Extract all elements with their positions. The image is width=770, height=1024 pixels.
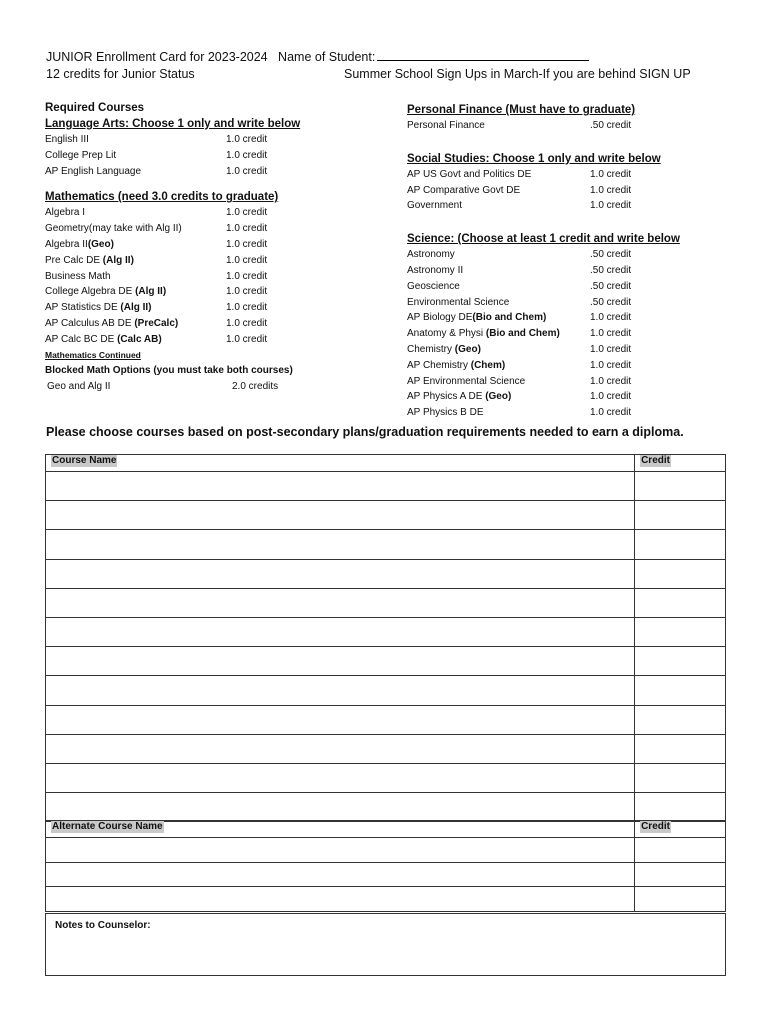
course-credit: 1.0 credit xyxy=(590,407,632,419)
course-name-cell[interactable] xyxy=(46,763,635,792)
credit-cell[interactable] xyxy=(635,676,726,705)
mathematics-continued-heading: Mathematics Continued xyxy=(45,349,141,360)
course-row xyxy=(407,118,680,134)
course-name: AP US Govt and Politics DE xyxy=(407,168,532,180)
credit-cell[interactable] xyxy=(635,559,726,588)
prerequisite: (Geo) xyxy=(485,391,512,403)
course-name: Personal Finance xyxy=(407,120,485,131)
credit-cell[interactable] xyxy=(635,734,726,763)
credit-cell[interactable] xyxy=(635,763,726,792)
table-row xyxy=(46,559,726,588)
prerequisite: (Calc AB) xyxy=(117,333,162,345)
course-name: AP Calculus AB DE (PreCalc) xyxy=(45,317,179,329)
course-name: AP Calc BC DE (Calc AB) xyxy=(45,333,162,345)
credit-cell[interactable] xyxy=(635,705,726,734)
course-row xyxy=(45,237,300,253)
course-name: Geometry(may take with Alg II) xyxy=(45,223,182,235)
prerequisite: (Geo) xyxy=(87,238,114,250)
personal-finance-heading: Personal Finance (Must have to graduate) xyxy=(407,104,636,116)
course-name: Business Math xyxy=(45,270,111,282)
course-row xyxy=(45,300,300,316)
science-list xyxy=(407,247,680,421)
course-credit: .50 credit xyxy=(590,120,632,131)
course-name: Government xyxy=(407,200,463,212)
course-credit: 1.0 credit xyxy=(226,270,268,282)
table-row xyxy=(46,472,726,501)
table-row xyxy=(46,862,726,887)
course-credit: 1.0 credit xyxy=(226,302,268,314)
course-name-header: Course Name xyxy=(52,455,117,466)
left-course-column xyxy=(45,100,300,395)
course-credit: 1.0 credit xyxy=(590,375,632,387)
course-name-cell[interactable] xyxy=(46,501,635,530)
course-row xyxy=(407,247,680,263)
credit-header: Credit xyxy=(641,455,670,466)
course-credit: 1.0 credit xyxy=(226,254,268,266)
prerequisite: (Bio and Chem) xyxy=(472,312,547,324)
course-credit: 1.0 credit xyxy=(590,312,632,324)
course-row xyxy=(45,205,300,221)
prerequisite: (Alg II) xyxy=(102,254,134,266)
prerequisite: (Bio and Chem) xyxy=(485,328,560,340)
table-row xyxy=(46,617,726,646)
course-row xyxy=(407,405,680,421)
course-name: Geo and Alg II xyxy=(47,381,111,393)
card-title: JUNIOR Enrollment Card for 2023-2024 xyxy=(46,50,268,64)
course-name-cell[interactable] xyxy=(46,862,635,887)
prerequisite: (Alg II) xyxy=(135,286,167,298)
notes-label: Notes to Counselor: xyxy=(55,920,151,931)
social-studies-heading: Social Studies: Choose 1 only and write below xyxy=(407,152,661,165)
course-name: Astronomy xyxy=(407,249,455,261)
course-row xyxy=(407,326,680,342)
credit-cell[interactable] xyxy=(635,793,726,822)
header-line-1 xyxy=(46,49,589,64)
course-row xyxy=(407,183,680,199)
table-row xyxy=(46,676,726,705)
course-name: English III xyxy=(45,134,89,145)
personal-finance-list xyxy=(407,118,680,134)
course-name-cell[interactable] xyxy=(46,588,635,617)
student-name-label: Name of Student: xyxy=(278,50,376,64)
course-credit: .50 credit xyxy=(590,296,632,308)
course-name: AP Physics B DE xyxy=(407,407,484,419)
credit-cell[interactable] xyxy=(635,862,726,887)
credit-cell[interactable] xyxy=(635,617,726,646)
course-name-cell[interactable] xyxy=(46,838,635,863)
blocked-math-heading: Blocked Math Options (you must take both courses) xyxy=(45,365,293,377)
alternate-course-table xyxy=(45,820,726,912)
course-name: Chemistry (Geo) xyxy=(407,343,481,355)
course-row xyxy=(45,332,300,348)
course-row xyxy=(407,295,680,311)
course-row xyxy=(45,221,300,237)
course-name: Pre Calc DE (Alg II) xyxy=(45,254,134,266)
credit-cell[interactable] xyxy=(635,647,726,676)
course-row xyxy=(407,310,680,326)
course-row xyxy=(45,316,300,332)
course-table xyxy=(45,454,726,822)
alternate-course-name-header: Alternate Course Name xyxy=(52,821,163,832)
course-name: Algebra I xyxy=(45,207,86,219)
course-row xyxy=(45,269,300,285)
course-row xyxy=(407,342,680,358)
instruction-text: Please choose courses based on post-secondary plans/graduation requirements needed to earn a diploma. xyxy=(46,425,684,439)
course-row xyxy=(407,389,680,405)
credit-cell[interactable] xyxy=(635,887,726,912)
course-credit: 1.0 credit xyxy=(590,200,632,212)
course-name: AP Statistics DE (Alg II) xyxy=(45,302,152,314)
prerequisite: (Geo) xyxy=(454,343,481,355)
course-credit: 1.0 credit xyxy=(590,328,632,340)
prerequisite: (PreCalc) xyxy=(134,317,179,329)
course-name: Geoscience xyxy=(407,280,460,292)
course-row xyxy=(407,358,680,374)
course-name-cell[interactable] xyxy=(46,559,635,588)
prerequisite: (Alg II) xyxy=(120,302,152,314)
course-name-cell[interactable] xyxy=(46,887,635,912)
table-row xyxy=(46,763,726,792)
course-row xyxy=(45,132,300,148)
course-name-cell[interactable] xyxy=(46,647,635,676)
course-credit: 1.0 credit xyxy=(226,149,268,161)
table-row xyxy=(46,705,726,734)
course-name: AP Comparative Govt DE xyxy=(407,184,521,196)
course-row xyxy=(407,279,680,295)
course-credit: 2.0 credits xyxy=(232,381,279,393)
course-name-cell[interactable] xyxy=(46,617,635,646)
course-name: Astronomy II xyxy=(407,264,464,276)
course-credit: 1.0 credit xyxy=(226,238,268,250)
course-credit: 1.0 credit xyxy=(226,207,268,219)
language-arts-heading: Language Arts: Choose 1 only and write below xyxy=(45,118,301,130)
course-credit: 1.0 credit xyxy=(226,333,268,345)
course-row xyxy=(45,253,300,269)
mathematics-heading: Mathematics (need 3.0 credits to graduate) xyxy=(45,191,279,204)
credit-cell[interactable] xyxy=(635,472,726,501)
course-row xyxy=(407,263,680,279)
course-row xyxy=(45,284,300,300)
course-credit: .50 credit xyxy=(590,264,632,276)
course-name: AP Biology DE(Bio and Chem) xyxy=(407,312,547,324)
table-row xyxy=(46,647,726,676)
course-credit: 1.0 credit xyxy=(226,286,268,298)
alternate-credit-header: Credit xyxy=(641,821,670,832)
course-name: College Prep Lit xyxy=(45,149,117,161)
credits-note: 12 credits for Junior Status xyxy=(46,67,195,81)
course-row xyxy=(45,164,300,180)
course-credit: 1.0 credit xyxy=(590,359,632,371)
course-row xyxy=(45,148,300,164)
course-row xyxy=(407,167,680,183)
course-row xyxy=(407,374,680,390)
table-row xyxy=(46,887,726,912)
language-arts-list xyxy=(45,132,300,179)
table-row xyxy=(46,530,726,559)
course-name: Environmental Science xyxy=(407,296,510,308)
course-credit: 1.0 credit xyxy=(226,165,268,177)
course-name: College Algebra DE (Alg II) xyxy=(45,286,167,298)
course-credit: 1.0 credit xyxy=(226,134,268,145)
course-name: AP Chemistry (Chem) xyxy=(407,359,506,371)
notes-to-counselor-box[interactable] xyxy=(45,913,726,976)
table-row xyxy=(46,588,726,617)
table-row xyxy=(46,501,726,530)
course-name: AP Environmental Science xyxy=(407,375,526,387)
course-row xyxy=(407,198,680,214)
course-credit: 1.0 credit xyxy=(590,168,632,180)
course-credit: .50 credit xyxy=(590,249,632,261)
table-row xyxy=(46,734,726,763)
student-name-field[interactable] xyxy=(377,49,589,61)
course-name: AP Physics A DE (Geo) xyxy=(407,391,512,403)
required-courses-heading: Required Courses xyxy=(45,102,145,114)
credit-cell[interactable] xyxy=(635,588,726,617)
table-row xyxy=(46,793,726,822)
prerequisite: (Chem) xyxy=(470,359,506,371)
course-name-cell[interactable] xyxy=(46,734,635,763)
course-name: Anatomy & Physi (Bio and Chem) xyxy=(407,328,560,340)
social-studies-list xyxy=(407,167,680,214)
course-credit: 1.0 credit xyxy=(226,317,268,329)
mathematics-list xyxy=(45,205,300,347)
course-credit: 1.0 credit xyxy=(590,343,632,355)
course-credit: 1.0 credit xyxy=(590,184,632,196)
course-name: AP English Language xyxy=(45,165,142,177)
course-name-cell[interactable] xyxy=(46,530,635,559)
credit-cell[interactable] xyxy=(635,838,726,863)
table-row xyxy=(46,838,726,863)
credit-cell[interactable] xyxy=(635,530,726,559)
course-name: Algebra II(Geo) xyxy=(45,238,114,250)
course-credit: 1.0 credit xyxy=(590,391,632,403)
course-name-cell[interactable] xyxy=(46,676,635,705)
summer-school-note: Summer School Sign Ups in March-If you are behind SIGN UP xyxy=(344,67,691,81)
course-credit: .50 credit xyxy=(590,280,632,292)
right-course-column xyxy=(407,102,680,421)
course-credit: 1.0 credit xyxy=(226,223,268,235)
course-name-cell[interactable] xyxy=(46,472,635,501)
science-heading: Science: (Choose at least 1 credit and write below xyxy=(407,233,680,246)
credit-cell[interactable] xyxy=(635,501,726,530)
course-name-cell[interactable] xyxy=(46,793,635,822)
blocked-math-row xyxy=(45,379,300,395)
course-name-cell[interactable] xyxy=(46,705,635,734)
